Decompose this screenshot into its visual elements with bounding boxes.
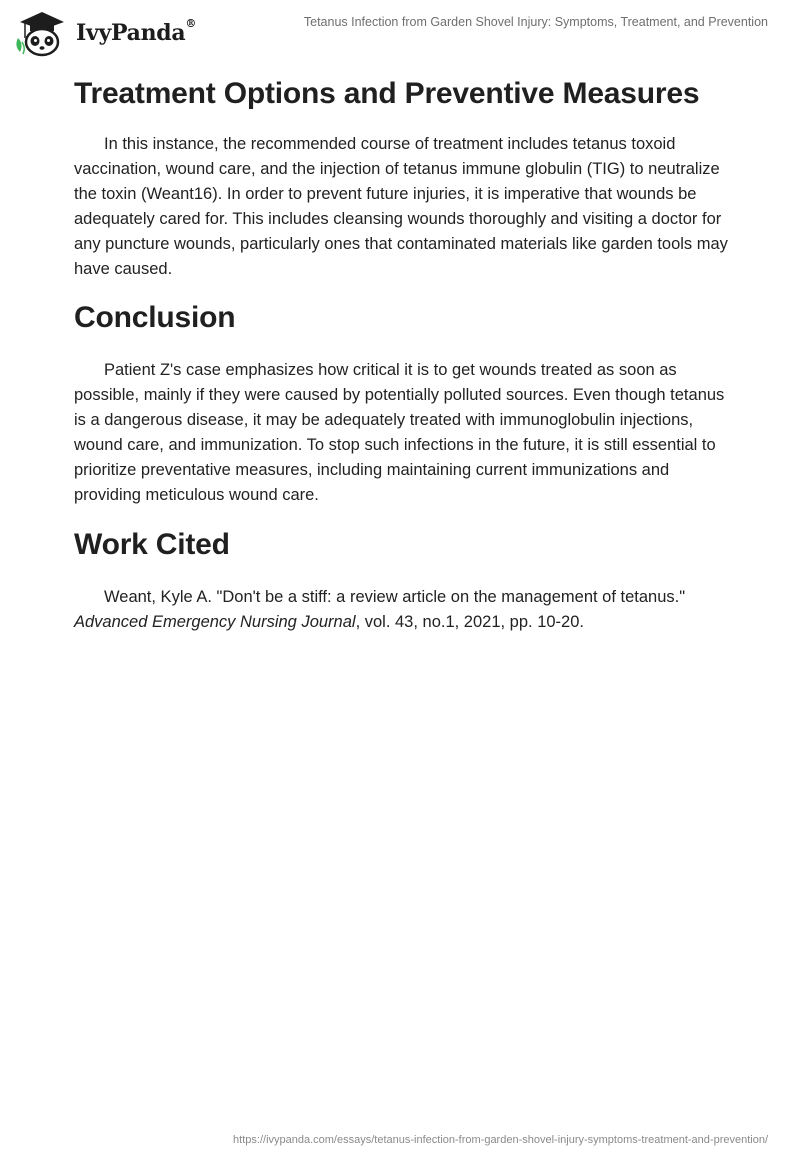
page-header xyxy=(0,0,800,70)
registered-mark: ® xyxy=(185,17,197,30)
section-heading-work-cited: Work Cited xyxy=(74,528,230,561)
citation-entry xyxy=(74,585,734,635)
section-heading-treatment: Treatment Options and Preventive Measures xyxy=(74,77,700,110)
source-url[interactable]: https://ivypanda.com/essays/tetanus-infection-from-garden-shovel-injury-symptoms-treatment-and-prevention/ xyxy=(233,1134,768,1146)
citation-author-title: Weant, Kyle A. "Don't be a stiff: a review article on the management of tetanus." xyxy=(104,588,686,606)
panda-graduate-icon xyxy=(12,8,72,58)
brand-name: IvyPanda® xyxy=(76,17,197,46)
ivypanda-logo[interactable] xyxy=(12,8,196,58)
section-paragraph-treatment: In this instance, the recommended course of treatment includes tetanus toxoid vaccination, wound care, and the injection of tetanus immune globulin (TIG) to neutralize the toxin (Weant16). In order to prevent future injuries, it is imperative that wounds be adequately cared for. This includes cleansing wounds thoroughly and visiting a doctor for any puncture wounds, particularly ones that contaminated materials like garden tools may have caused. xyxy=(74,135,728,278)
document-title: Tetanus Infection from Garden Shovel Injury: Symptoms, Treatment, and Prevention xyxy=(303,15,768,29)
citation-journal: Advanced Emergency Nursing Journal xyxy=(74,613,356,631)
section-paragraph-conclusion: Patient Z's case emphasizes how critical it is to get wounds treated as soon as possible, mainly if they were caused by potentially polluted sources. Even though tetanus is a dangerous disease, it may be adequately treated with immunoglobulin injections, wound care, and immunization. To stop such infections in the future, it is still essential to prioritize preventative measures, including maintaining current immunizations and providing meticulous wound care. xyxy=(74,361,725,504)
citation-details: , vol. 43, no.1, 2021, pp. 10-20. xyxy=(355,613,584,631)
section-heading-conclusion: Conclusion xyxy=(74,301,236,334)
